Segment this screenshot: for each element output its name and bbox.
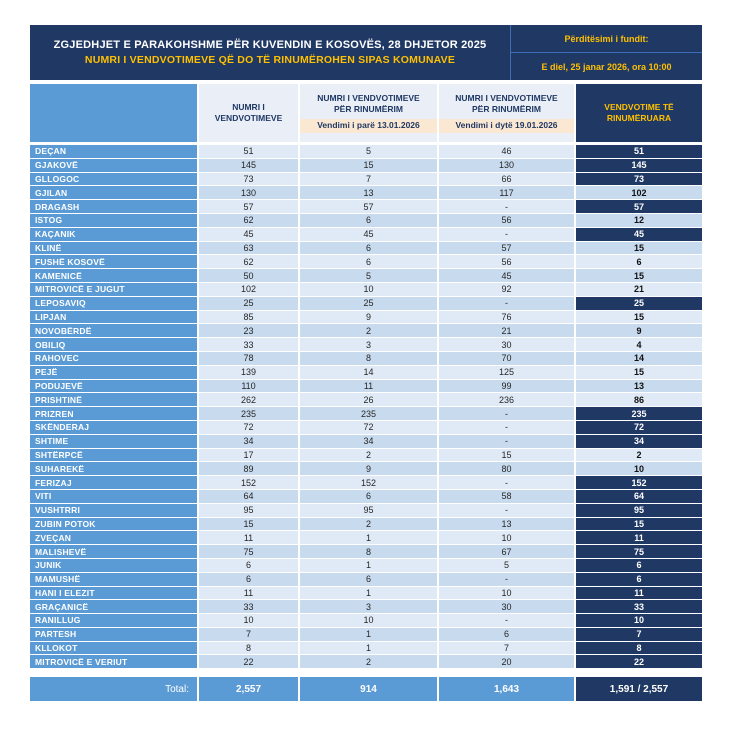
recounted-count: 64 — [576, 490, 702, 503]
recounted-count: 25 — [576, 297, 702, 310]
table-row — [30, 352, 702, 365]
second-decision-count: 15 — [439, 449, 574, 462]
column-header-text: RINUMËRUARA — [606, 113, 672, 123]
recounted-count: 4 — [576, 338, 702, 351]
recounted-count: 34 — [576, 435, 702, 448]
recounted-count: 102 — [576, 186, 702, 199]
municipality-name: FUSHË KOSOVË — [30, 255, 197, 268]
recounted-count: 11 — [576, 531, 702, 544]
first-decision-count: 8 — [300, 545, 437, 558]
second-decision-count: 10 — [439, 587, 574, 600]
table-row — [30, 159, 702, 172]
recounted-count: 6 — [576, 559, 702, 572]
table-row — [30, 518, 702, 531]
recounted-count: 15 — [576, 242, 702, 255]
recounted-count: 86 — [576, 393, 702, 406]
second-decision-count: 56 — [439, 214, 574, 227]
second-decision-count: - — [439, 614, 574, 627]
municipality-name: KLINË — [30, 242, 197, 255]
second-decision-count: 70 — [439, 352, 574, 365]
municipality-name: ISTOG — [30, 214, 197, 227]
polling-stations-total: 8 — [199, 642, 298, 655]
municipality-name: PRIZREN — [30, 407, 197, 420]
recounted-count: 33 — [576, 600, 702, 613]
recounted-count: 2 — [576, 449, 702, 462]
table-row — [30, 283, 702, 296]
municipality-name: SHTËRPCË — [30, 449, 197, 462]
polling-stations-total: 102 — [199, 283, 298, 296]
table-row — [30, 642, 702, 655]
first-decision-count: 1 — [300, 628, 437, 641]
column-header-municipality — [30, 84, 197, 142]
first-decision-count: 95 — [300, 504, 437, 517]
page-subtitle: NUMRI I VENDVOTIMEVE QË DO TË RINUMËROHEN SIPAS KOMUNAVE — [84, 54, 456, 66]
column-header-text: VENDVOTIME TË — [604, 101, 674, 112]
recounted-count: 10 — [576, 462, 702, 475]
first-decision-count: 57 — [300, 200, 437, 213]
first-decision-count: 26 — [300, 393, 437, 406]
recounted-count: 72 — [576, 421, 702, 434]
first-decision-count: 2 — [300, 449, 437, 462]
total-label: Total: — [30, 677, 197, 701]
polling-stations-total: 139 — [199, 366, 298, 379]
first-decision-count: 15 — [300, 159, 437, 172]
first-decision-count: 6 — [300, 255, 437, 268]
polling-stations-total: 22 — [199, 655, 298, 668]
second-decision-count: 99 — [439, 380, 574, 393]
first-decision-count: 2 — [300, 324, 437, 337]
polling-stations-total: 152 — [199, 476, 298, 489]
second-decision-count: - — [439, 200, 574, 213]
total-polling-stations: 2,557 — [199, 677, 298, 701]
municipality-name: MITROVICË E VERIUT — [30, 655, 197, 668]
recounted-count: 21 — [576, 283, 702, 296]
table-row — [30, 311, 702, 324]
first-decision-count: 13 — [300, 186, 437, 199]
municipality-name: KLLOKOT — [30, 642, 197, 655]
recounted-count: 14 — [576, 352, 702, 365]
second-decision-count: 45 — [439, 269, 574, 282]
second-decision-count: 57 — [439, 242, 574, 255]
recounted-count: 73 — [576, 173, 702, 186]
recounted-count: 152 — [576, 476, 702, 489]
first-decision-count: 1 — [300, 642, 437, 655]
column-header-text: VENDVOTIMEVE — [214, 113, 283, 123]
second-decision-count: - — [439, 476, 574, 489]
recounted-count: 8 — [576, 642, 702, 655]
second-decision-count: 21 — [439, 324, 574, 337]
municipality-name: GJAKOVË — [30, 159, 197, 172]
table-row — [30, 324, 702, 337]
municipality-name: GRAÇANICË — [30, 600, 197, 613]
municipality-name: NOVOBËRDË — [30, 324, 197, 337]
page-title: ZGJEDHJET E PARAKOHSHME PËR KUVENDIN E KOSOVËS, 28 DHJETOR 2025 — [53, 39, 487, 51]
second-decision-date: Vendimi i dytë 19.01.2026 — [439, 119, 574, 133]
municipality-name: GJILAN — [30, 186, 197, 199]
recounted-count: 7 — [576, 628, 702, 641]
polling-stations-total: 11 — [199, 531, 298, 544]
recounted-count: 75 — [576, 545, 702, 558]
table-row — [30, 449, 702, 462]
first-decision-count: 1 — [300, 587, 437, 600]
municipality-name: SHTIME — [30, 435, 197, 448]
last-update-value-row — [511, 53, 702, 80]
municipality-name: FERIZAJ — [30, 476, 197, 489]
polling-stations-total: 57 — [199, 200, 298, 213]
first-decision-count: 10 — [300, 614, 437, 627]
table-row — [30, 573, 702, 586]
column-header-text: PËR RINUMËRIM — [472, 104, 541, 115]
table-row — [30, 380, 702, 393]
recounted-count: 57 — [576, 200, 702, 213]
recounted-count: 11 — [576, 587, 702, 600]
total-recounted: 1,591 / 2,557 — [576, 677, 702, 701]
last-update-value: E diel, 25 janar 2026, ora 10:00 — [541, 61, 672, 72]
first-decision-count: 9 — [300, 462, 437, 475]
recounted-count: 12 — [576, 214, 702, 227]
first-decision-count: 9 — [300, 311, 437, 324]
table-row — [30, 614, 702, 627]
first-decision-count: 6 — [300, 242, 437, 255]
first-decision-count: 2 — [300, 655, 437, 668]
column-header-recounted — [576, 84, 702, 142]
second-decision-count: 125 — [439, 366, 574, 379]
municipality-name: OBILIQ — [30, 338, 197, 351]
table-row — [30, 559, 702, 572]
polling-stations-total: 72 — [199, 421, 298, 434]
column-header-total-polling-stations — [199, 84, 298, 142]
polling-stations-total: 130 — [199, 186, 298, 199]
polling-stations-total: 17 — [199, 449, 298, 462]
second-decision-count: 80 — [439, 462, 574, 475]
first-decision-count: 235 — [300, 407, 437, 420]
last-update-box — [510, 25, 702, 80]
table-row — [30, 228, 702, 241]
municipality-name: MITROVICË E JUGUT — [30, 283, 197, 296]
first-decision-count: 2 — [300, 518, 437, 531]
municipality-name: JUNIK — [30, 559, 197, 572]
second-decision-count: - — [439, 421, 574, 434]
polling-stations-total: 25 — [199, 297, 298, 310]
first-decision-count: 3 — [300, 338, 437, 351]
second-decision-count: 30 — [439, 338, 574, 351]
polling-stations-total: 6 — [199, 573, 298, 586]
municipality-name: KAMENICË — [30, 269, 197, 282]
second-decision-count: 66 — [439, 173, 574, 186]
table-row — [30, 173, 702, 186]
table-row — [30, 269, 702, 282]
second-decision-count: - — [439, 297, 574, 310]
header — [30, 25, 702, 80]
column-header-text: NUMRI I — [232, 101, 265, 112]
second-decision-count: - — [439, 435, 574, 448]
first-decision-count: 34 — [300, 435, 437, 448]
table-row — [30, 490, 702, 503]
polling-stations-total: 110 — [199, 380, 298, 393]
table-row — [30, 255, 702, 268]
municipality-name: PODUJEVË — [30, 380, 197, 393]
first-decision-count: 3 — [300, 600, 437, 613]
first-decision-date: Vendimi i parë 13.01.2026 — [300, 119, 437, 133]
first-decision-count: 1 — [300, 531, 437, 544]
municipality-name: MALISHEVË — [30, 545, 197, 558]
recounted-count: 45 — [576, 228, 702, 241]
municipality-name: PRISHTINË — [30, 393, 197, 406]
second-decision-count: - — [439, 228, 574, 241]
polling-stations-total: 73 — [199, 173, 298, 186]
first-decision-count: 6 — [300, 573, 437, 586]
polling-stations-total: 62 — [199, 255, 298, 268]
table-row — [30, 531, 702, 544]
polling-stations-total: 7 — [199, 628, 298, 641]
municipality-name: RAHOVEC — [30, 352, 197, 365]
first-decision-count: 5 — [300, 145, 437, 158]
polling-stations-total: 85 — [199, 311, 298, 324]
recounted-count: 15 — [576, 518, 702, 531]
table-row — [30, 421, 702, 434]
recounted-count: 15 — [576, 311, 702, 324]
municipality-name: PEJË — [30, 366, 197, 379]
column-header-second-decision — [439, 84, 574, 142]
first-decision-count: 14 — [300, 366, 437, 379]
second-decision-count: 10 — [439, 531, 574, 544]
polling-stations-total: 23 — [199, 324, 298, 337]
last-update-label-row — [511, 25, 702, 53]
total-first-decision: 914 — [300, 677, 437, 701]
second-decision-count: - — [439, 573, 574, 586]
second-decision-count: 6 — [439, 628, 574, 641]
municipality-name: LEPOSAVIQ — [30, 297, 197, 310]
municipality-name: DRAGASH — [30, 200, 197, 213]
recounted-count: 13 — [576, 380, 702, 393]
last-update-label: Përditësimi i fundit: — [564, 33, 649, 44]
recounted-count: 95 — [576, 504, 702, 517]
first-decision-count: 6 — [300, 490, 437, 503]
municipality-name: SKËNDERAJ — [30, 421, 197, 434]
second-decision-count: 67 — [439, 545, 574, 558]
polling-stations-total: 6 — [199, 559, 298, 572]
first-decision-count: 25 — [300, 297, 437, 310]
polling-stations-total: 262 — [199, 393, 298, 406]
municipality-name: SUHAREKË — [30, 462, 197, 475]
second-decision-count: - — [439, 504, 574, 517]
table-row — [30, 242, 702, 255]
municipality-name: LIPJAN — [30, 311, 197, 324]
municipality-name: RANILLUG — [30, 614, 197, 627]
recounted-count: 6 — [576, 255, 702, 268]
first-decision-count: 1 — [300, 559, 437, 572]
first-decision-count: 72 — [300, 421, 437, 434]
polling-stations-total: 95 — [199, 504, 298, 517]
polling-stations-total: 78 — [199, 352, 298, 365]
second-decision-count: 236 — [439, 393, 574, 406]
first-decision-count: 45 — [300, 228, 437, 241]
second-decision-count: 5 — [439, 559, 574, 572]
polling-stations-total: 64 — [199, 490, 298, 503]
polling-stations-total: 50 — [199, 269, 298, 282]
second-decision-count: - — [439, 407, 574, 420]
polling-stations-total: 62 — [199, 214, 298, 227]
column-header-first-decision — [300, 84, 437, 142]
second-decision-count: 7 — [439, 642, 574, 655]
column-headers — [30, 84, 702, 142]
recounted-count: 10 — [576, 614, 702, 627]
municipality-name: GLLOGOC — [30, 173, 197, 186]
polling-stations-total: 15 — [199, 518, 298, 531]
polling-stations-total: 235 — [199, 407, 298, 420]
recounted-count: 145 — [576, 159, 702, 172]
table-row — [30, 655, 702, 668]
second-decision-count: 117 — [439, 186, 574, 199]
polling-stations-total: 63 — [199, 242, 298, 255]
table-row — [30, 600, 702, 613]
table-row — [30, 587, 702, 600]
first-decision-count: 11 — [300, 380, 437, 393]
table-row — [30, 200, 702, 213]
table-row — [30, 504, 702, 517]
second-decision-count: 58 — [439, 490, 574, 503]
table-row — [30, 628, 702, 641]
title-area — [30, 25, 510, 80]
recounted-count: 15 — [576, 366, 702, 379]
first-decision-count: 7 — [300, 173, 437, 186]
table-body — [30, 145, 702, 669]
municipality-name: HANI I ELEZIT — [30, 587, 197, 600]
table-row — [30, 145, 702, 158]
polling-stations-total: 33 — [199, 600, 298, 613]
municipality-name: PARTESH — [30, 628, 197, 641]
total-second-decision: 1,643 — [439, 677, 574, 701]
second-decision-count: 56 — [439, 255, 574, 268]
second-decision-count: 76 — [439, 311, 574, 324]
table-row — [30, 462, 702, 475]
polling-stations-total: 51 — [199, 145, 298, 158]
second-decision-count: 130 — [439, 159, 574, 172]
column-header-text: NUMRI I VENDVOTIMEVE — [455, 93, 558, 104]
table-row — [30, 214, 702, 227]
municipality-name: ZVEÇAN — [30, 531, 197, 544]
total-row — [30, 677, 702, 701]
table-row — [30, 435, 702, 448]
second-decision-count: 92 — [439, 283, 574, 296]
second-decision-count: 13 — [439, 518, 574, 531]
municipality-name: DEÇAN — [30, 145, 197, 158]
first-decision-count: 152 — [300, 476, 437, 489]
table-row — [30, 545, 702, 558]
polling-stations-total: 89 — [199, 462, 298, 475]
first-decision-count: 5 — [300, 269, 437, 282]
municipality-name: ZUBIN POTOK — [30, 518, 197, 531]
column-header-text: PËR RINUMËRIM — [334, 104, 403, 115]
polling-stations-total: 145 — [199, 159, 298, 172]
table-row — [30, 393, 702, 406]
polling-stations-total: 75 — [199, 545, 298, 558]
recounted-count: 22 — [576, 655, 702, 668]
column-header-text: NUMRI I VENDVOTIMEVE — [317, 93, 420, 104]
first-decision-count: 10 — [300, 283, 437, 296]
table-row — [30, 297, 702, 310]
table-row — [30, 338, 702, 351]
recounted-count: 51 — [576, 145, 702, 158]
municipality-name: MAMUSHË — [30, 573, 197, 586]
table-row — [30, 476, 702, 489]
polling-stations-total: 11 — [199, 587, 298, 600]
recounted-count: 15 — [576, 269, 702, 282]
first-decision-count: 8 — [300, 352, 437, 365]
polling-stations-total: 10 — [199, 614, 298, 627]
second-decision-count: 46 — [439, 145, 574, 158]
table-row — [30, 186, 702, 199]
municipality-name: VUSHTRRI — [30, 504, 197, 517]
recounted-count: 6 — [576, 573, 702, 586]
municipality-name: KAÇANIK — [30, 228, 197, 241]
second-decision-count: 20 — [439, 655, 574, 668]
table-row — [30, 407, 702, 420]
recounted-count: 9 — [576, 324, 702, 337]
first-decision-count: 6 — [300, 214, 437, 227]
municipality-name: VITI — [30, 490, 197, 503]
recounted-count: 235 — [576, 407, 702, 420]
table-row — [30, 366, 702, 379]
polling-stations-total: 45 — [199, 228, 298, 241]
second-decision-count: 30 — [439, 600, 574, 613]
polling-stations-total: 34 — [199, 435, 298, 448]
polling-stations-total: 33 — [199, 338, 298, 351]
